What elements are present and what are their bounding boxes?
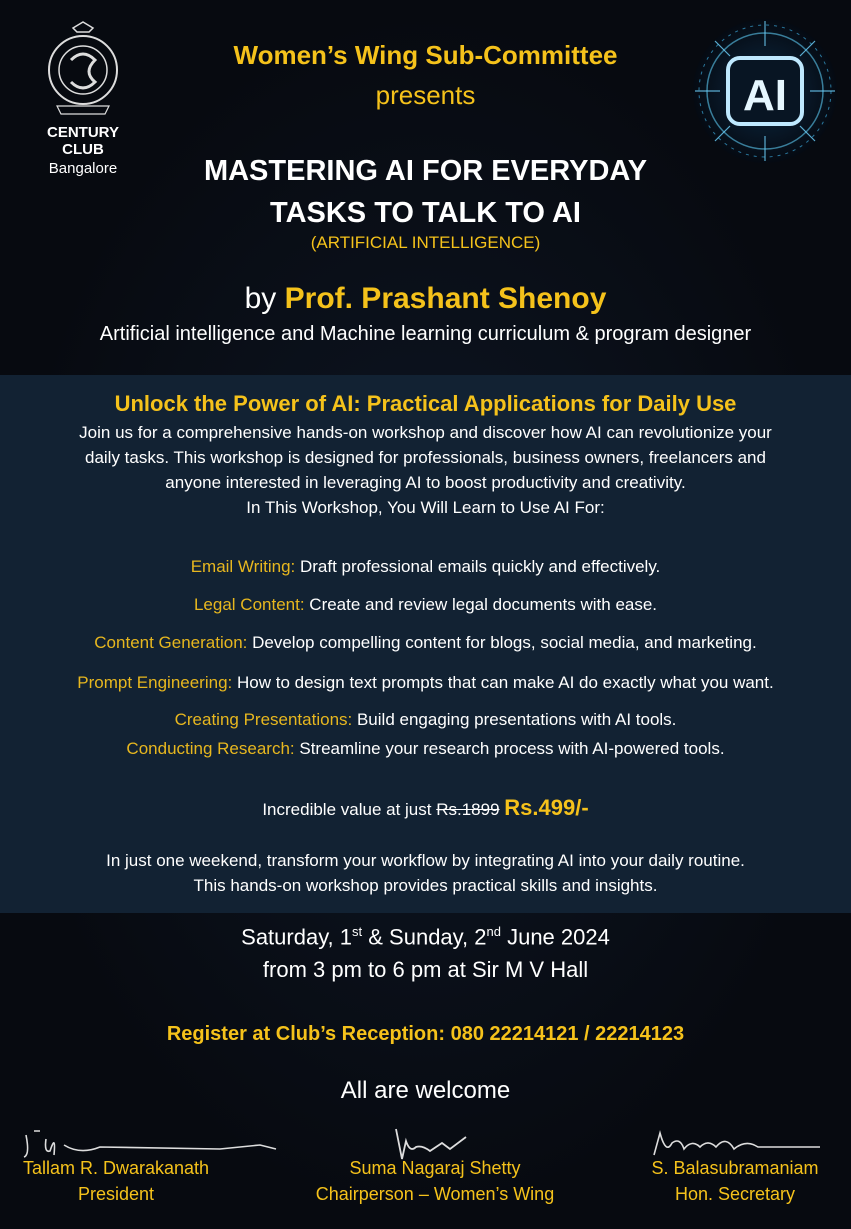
closing-line-1: In just one weekend, transform your workflow by integrating AI into your daily routine. [106,851,745,870]
price-old: Rs.1899 [436,800,500,819]
signature-icon [392,1123,482,1163]
by-text: by [244,282,277,315]
speaker-description: Artificial intelligence and Machine learning curriculum & program designer [99,323,752,345]
topic-research [0,739,851,759]
closing-line-2: This hands-on workshop provides practical skills and insights. [193,876,658,895]
signatory-president [18,1155,214,1207]
signatory-chairperson [300,1155,570,1207]
committee-title: Women’s Wing Sub-Committee [233,40,618,70]
date-sup: st [352,924,363,939]
intro-line-2: daily tasks. This workshop is designed for professionals, business owners, freelancers and [85,448,766,467]
topic-label: Creating Presentations: [174,710,353,729]
topic-label: Email Writing: [190,557,296,576]
intro-line-3: anyone interested in leveraging AI to boost productivity and creativity. [165,473,686,492]
club-name: CENTURY CLUB [47,124,119,158]
date-part: & Sunday, 2 [362,924,487,950]
speaker-name: Prof. Prashant Shenoy [284,282,607,315]
signatory-role: Chairperson – Women’s Wing [315,1184,555,1204]
topic-text: Create and review legal documents with ease. [304,595,658,614]
event-dates [0,924,851,950]
presents-text: presents [375,80,476,110]
title-line-1: MASTERING AI FOR EVERYDAY [203,155,648,187]
ai-badge-text: AI [743,71,787,120]
price-new: Rs.499/- [504,795,589,820]
intro-line-1: Join us for a comprehensive hands-on workshop and discover how AI can revolutionize your [79,423,772,442]
topic-presentations [0,710,851,730]
price-intro: Incredible value at just [262,800,437,819]
topic-label: Content Generation: [94,633,248,652]
signatory-name: Tallam R. Dwarakanath [22,1158,210,1178]
topic-text: Build engaging presentations with AI tools. [352,710,677,729]
topic-label: Conducting Research: [126,739,295,758]
club-city: Bangalore [48,160,118,177]
signature-icon [650,1125,830,1165]
topic-text: Streamline your research process with AI-powered tools. [294,739,725,758]
workshop-heading: Unlock the Power of AI: Practical Applications for Daily Use [114,391,737,416]
topic-text: Develop compelling content for blogs, social media, and marketing. [247,633,757,652]
signatory-role: Hon. Secretary [674,1184,796,1204]
topic-legal [0,595,851,615]
topic-label: Legal Content: [193,595,305,614]
topic-text: Draft professional emails quickly and effectively. [295,557,661,576]
date-part: June 2024 [500,924,610,950]
price-line [0,795,851,821]
topic-text: How to design text prompts that can make AI do exactly what you want. [232,673,774,692]
date-part: Saturday, 1 [241,924,353,950]
date-sup: nd [486,924,501,939]
title-subtitle: (ARTIFICIAL INTELLIGENCE) [310,233,541,252]
signatory-name: Suma Nagaraj Shetty [349,1158,521,1178]
signatory-secretary [630,1155,840,1207]
topic-email [0,557,851,577]
speaker-line [0,282,851,316]
topic-prompt [0,673,851,693]
signatory-name: S. Balasubramaniam [651,1158,819,1178]
intro-line-4: In This Workshop, You Will Learn to Use AI For: [246,498,605,517]
register-info: Register at Club’s Reception: 080 22214121 / 22214123 [166,1023,685,1045]
topic-content [0,633,851,653]
topic-label: Prompt Engineering: [77,673,233,692]
signature-icon [20,1125,280,1165]
event-time-venue: from 3 pm to 6 pm at Sir M V Hall [262,957,589,982]
title-line-2: TASKS TO TALK TO AI [270,197,581,229]
signatory-role: President [77,1184,155,1204]
welcome-text: All are welcome [340,1077,511,1104]
